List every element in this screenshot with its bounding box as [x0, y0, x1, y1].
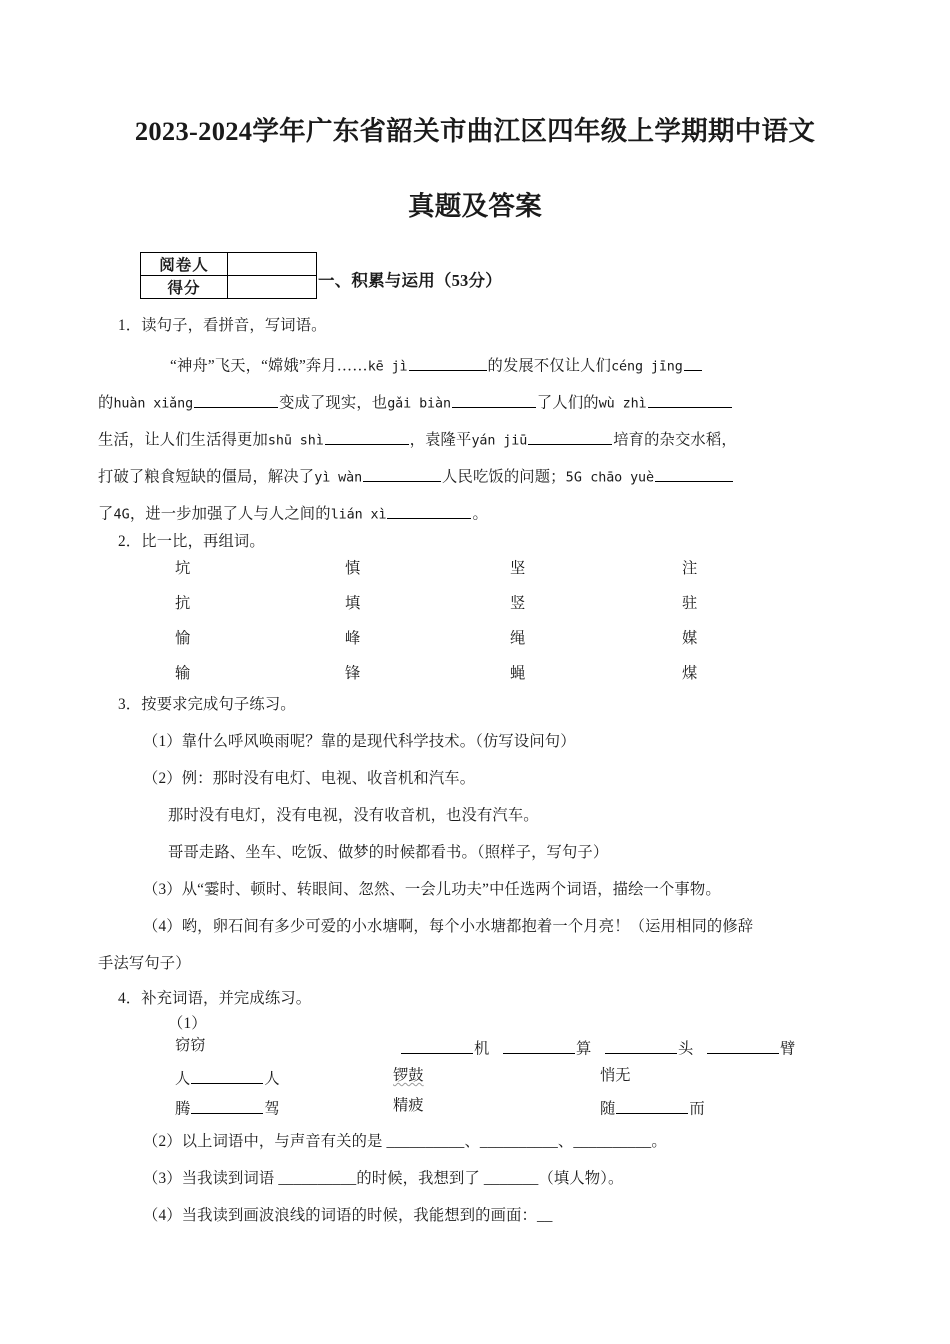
q4-fill-r1c1 — [175, 1038, 206, 1053]
q4-r2c1-prefix: 人 — [175, 1070, 191, 1088]
q1-l4-b: 人民吃饭的问题； — [442, 468, 566, 486]
q4-r1c4-suffix: 头 — [678, 1040, 694, 1058]
q4-blank-r1c5[interactable] — [707, 1038, 779, 1054]
q1-pinyin-gaibian: gǎi biàn — [387, 396, 451, 412]
q1-pinyin-keji: kē jì — [367, 359, 408, 375]
question-3-item-2: （2）例：那时没有电灯、电视、收音机和汽车。 — [143, 770, 476, 787]
question-1-line-2 — [98, 392, 733, 411]
q2-char-r4c1: 输 — [175, 665, 191, 682]
q2-char-r4c2: 锋 — [345, 665, 361, 682]
question-4-sub4: （4）当我读到画波浪线的词语的时候，我能想到的画面：__ — [143, 1207, 553, 1224]
q2-char-r2c4: 驻 — [682, 595, 698, 612]
q4-fill-r3c2 — [393, 1098, 424, 1113]
q2-char-r4c4: 煤 — [682, 665, 698, 682]
q2-char-r3c1: 愉 — [175, 630, 191, 647]
question-3-stem — [118, 697, 296, 712]
question-3-number: 3． — [118, 696, 142, 713]
q2-char-r3c4: 媒 — [682, 630, 698, 647]
question-3-item-3: （3）从“霎时、顿时、转眼间、忽然、一会儿功夫”中任选两个词语，描绘一个事物。 — [143, 881, 721, 898]
q1-l3-a: 生活，让人们生活得更加 — [98, 431, 268, 449]
q1-pinyin-chaoyue: chāo yuè — [590, 470, 654, 486]
question-1-line-3 — [98, 429, 737, 448]
q1-l5-b: ，进一步加强了人与人之间的 — [129, 505, 331, 523]
q4-fill-r2c2 — [393, 1068, 424, 1083]
q1-pinyin-lianxi: lián xì — [330, 507, 387, 523]
q2-char-r4c3: 蝇 — [510, 665, 526, 682]
q4-r3c1-suffix: 驾 — [264, 1100, 280, 1118]
q2-char-r2c3: 竖 — [510, 595, 526, 612]
q1-blank-4[interactable] — [452, 392, 536, 408]
q4-r1c1-text: 窃窃 — [175, 1037, 206, 1054]
question-1-line-1 — [170, 355, 703, 374]
q4-r2c2-wavy-word: 锣鼓 — [393, 1067, 424, 1084]
q1-pinyin-cengjing: céng jīng — [611, 359, 683, 375]
question-1-stem-text: 读句子，看拼音，写词语。 — [141, 317, 327, 334]
q1-l3-c: 培育的杂交水稻， — [613, 431, 737, 449]
question-1-number: 1． — [118, 317, 142, 334]
q1-blank-6[interactable] — [325, 429, 409, 445]
q2-char-r2c2: 填 — [345, 595, 361, 612]
question-4-stem — [118, 991, 311, 1006]
question-4-stem-text: 补充词语，并完成练习。 — [141, 990, 312, 1007]
q4-blank-r1c3[interactable] — [503, 1038, 575, 1054]
question-4-sub3: （3）当我读到词语 __________的时候，我想到了 _______（填人物）。 — [143, 1170, 624, 1187]
q2-char-r3c2: 峰 — [345, 630, 361, 647]
q1-blank-1[interactable] — [409, 355, 487, 371]
q1-blank-8[interactable] — [363, 466, 441, 482]
title-line-1: 2023-2024学年广东省韶关市曲江区四年级上学期期中语文 — [134, 116, 816, 146]
q1-blank-10[interactable] — [387, 503, 471, 519]
q1-blank-7[interactable] — [528, 429, 612, 445]
question-3-stem-text: 按要求完成句子练习。 — [141, 696, 296, 713]
question-3-item-2-example-a: 那时没有电灯，没有电视，没有收音机，也没有汽车。 — [168, 807, 539, 824]
section-header: 一、积累与运用（53分） — [318, 271, 502, 290]
table-row — [141, 253, 317, 276]
q4-r3c3-prefix: 随 — [600, 1100, 616, 1118]
q1-pinyin-huanxiang: huàn xiǎng — [113, 396, 194, 412]
q4-r3c3-suffix: 而 — [689, 1100, 705, 1118]
page-title — [95, 118, 855, 219]
q1-l2-a: 的 — [98, 394, 114, 412]
q2-char-r1c4: 注 — [682, 560, 698, 577]
q4-fill-r3c1 — [175, 1098, 280, 1117]
q2-char-r3c3: 绳 — [510, 630, 526, 647]
q4-r3c1-prefix: 腾 — [175, 1100, 191, 1118]
question-3-item-4-cont: 手法写句子） — [98, 955, 191, 972]
q4-r1c5-suffix: 臂 — [780, 1040, 796, 1058]
q4-blank-r3c1[interactable] — [191, 1098, 263, 1114]
q1-l1-b: 的发展不仅让人们 — [487, 357, 612, 375]
q1-blank-3[interactable] — [194, 392, 278, 408]
table-row — [141, 276, 317, 299]
title-line-2: 真题及答案 — [408, 190, 542, 221]
q4-blank-r1c4[interactable] — [605, 1038, 677, 1054]
q1-l2-b: 变成了现实，也 — [279, 394, 388, 412]
question-1-line-4 — [98, 466, 734, 485]
q4-blank-r3c3[interactable] — [616, 1098, 688, 1114]
q1-blank-9[interactable] — [655, 466, 733, 482]
q4-r2c3-text: 悄无 — [600, 1067, 631, 1084]
question-1-stem — [118, 318, 327, 333]
q1-l4-a: 打破了粮食短缺的僵局，解决了 — [98, 468, 315, 486]
score-table-value-grader[interactable] — [228, 253, 317, 276]
question-4-sub2: （2）以上词语中，与声音有关的是 __________、__________、__________。 — [143, 1133, 667, 1150]
q1-l2-c: 了人们的 — [536, 394, 599, 412]
question-1-line-5 — [98, 503, 488, 522]
q4-fill-r1c2 — [400, 1038, 489, 1057]
q4-r2c1-suffix: 人 — [264, 1070, 280, 1088]
q4-fill-r3c3 — [600, 1098, 705, 1117]
score-table-value-score[interactable] — [228, 276, 317, 299]
q4-r1c3-suffix: 算 — [576, 1040, 592, 1058]
q1-l1-a: “神舟”飞天，“嫦娥”奔月…… — [170, 357, 368, 375]
q1-pinyin-wuzhi: wù zhì — [598, 396, 647, 412]
q4-fill-r1c3 — [502, 1038, 591, 1057]
q1-blank-5[interactable] — [648, 392, 732, 408]
score-table — [140, 252, 317, 299]
q1-pinyin-yanjiu: yán jiū — [471, 433, 528, 449]
q1-pinyin-shushi: shū shì — [267, 433, 324, 449]
q1-l5-a: 了 — [98, 505, 114, 523]
q1-l5-c: 。 — [472, 505, 488, 523]
q4-r3c2-text: 精疲 — [393, 1097, 424, 1114]
q2-char-r1c3: 坚 — [510, 560, 526, 577]
question-3-item-2-example-b: 哥哥走路、坐车、吃饭、做梦的时候都看书。（照样子，写句子） — [168, 844, 609, 861]
q4-r1c2-suffix: 机 — [474, 1040, 490, 1058]
q1-l3-b: ，袁隆平 — [409, 431, 472, 449]
q2-char-r2c1: 抗 — [175, 595, 191, 612]
question-2-stem-text: 比一比，再组词。 — [141, 533, 265, 550]
question-2-number: 2． — [118, 533, 142, 550]
q4-fill-r1c5 — [706, 1038, 795, 1057]
question-2-stem — [118, 534, 265, 549]
q4-fill-r2c3 — [600, 1068, 631, 1083]
q1-pinyin-yiwan: yì wàn — [314, 470, 363, 486]
question-4-number: 4． — [118, 990, 142, 1007]
question-3-item-1: （1）靠什么呼风唤雨呢？靠的是现代科学技术。（仿写设问句） — [143, 733, 576, 750]
q4-fill-r1c4 — [604, 1038, 693, 1057]
q1-blank-2[interactable] — [684, 355, 702, 371]
score-table-label-grader: 阅卷人 — [141, 253, 228, 276]
q2-char-r1c1: 坑 — [175, 560, 191, 577]
q1-text-5g: 5G — [565, 470, 591, 486]
q4-blank-r1c2[interactable] — [401, 1038, 473, 1054]
q4-fill-r2c1 — [175, 1068, 280, 1087]
score-table-label-score: 得分 — [141, 276, 228, 299]
q4-blank-r2c1[interactable] — [191, 1068, 263, 1084]
q1-text-4g: 4G — [113, 507, 130, 523]
question-3-item-4: （4）哟，卵石间有多少可爱的小水塘啊，每个小水塘都抱着一个月亮！（运用相同的修辞 — [143, 918, 754, 935]
q2-char-r1c2: 慎 — [345, 560, 361, 577]
question-4-sub1-label: （1） — [168, 1015, 207, 1032]
